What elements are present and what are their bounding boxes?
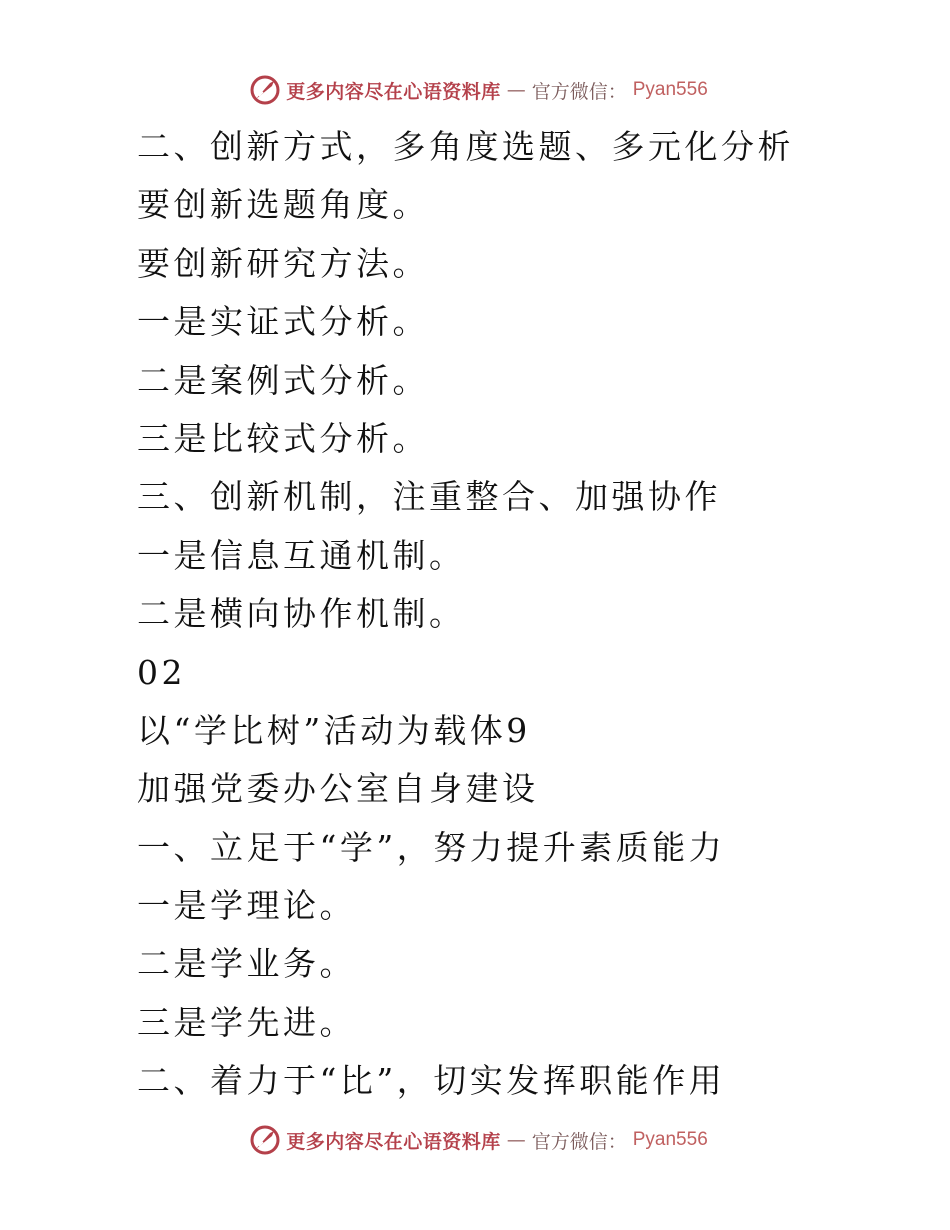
text-line: 二是学业务。 — [137, 944, 356, 984]
quill-logo-icon — [250, 1125, 280, 1155]
text-line: 三是学先进。 — [137, 1002, 356, 1042]
text-line: 二、着力于“比”，切实发挥职能作用 — [137, 1061, 726, 1101]
text-line: 加强党委办公室自身建设 — [137, 769, 539, 809]
footer-dash: — — [506, 1129, 526, 1151]
footer-promo-text: 更多内容尽在心语资料库 — [286, 1130, 501, 1153]
text-line: 二、创新方式，多角度选题、多元化分析 — [137, 127, 794, 166]
text-line: 02 — [137, 652, 186, 692]
text-line: 一是实证式分析。 — [137, 302, 429, 342]
text-line: 一是学理论。 — [137, 886, 356, 926]
text-line: 二是案例式分析。 — [137, 360, 429, 400]
text-line: 一是信息互通机制。 — [137, 535, 466, 575]
footer-watermark-banner — [0, 1120, 950, 1160]
text-line: 要创新研究方法。 — [137, 243, 429, 283]
text-line: 一、立足于“学”，努力提升素质能力 — [137, 827, 726, 867]
footer-contact-label: 官方微信： — [531, 1130, 627, 1153]
quill-logo-icon — [250, 75, 280, 105]
text-line: 三、创新机制，注重整合、加强协作 — [137, 477, 721, 517]
text-line: 要创新选题角度。 — [137, 185, 429, 225]
document-body — [137, 118, 917, 1111]
header-watermark-banner — [0, 70, 950, 110]
header-contact-label: 官方微信： — [531, 80, 627, 103]
footer-contact-id: Pyan556 — [632, 1129, 708, 1150]
header-banner-inner — [242, 75, 708, 105]
header-contact-id: Pyan556 — [632, 79, 708, 100]
text-line: 三是比较式分析。 — [137, 418, 429, 458]
text-line: 二是横向协作机制。 — [137, 594, 466, 634]
header-promo-text: 更多内容尽在心语资料库 — [286, 80, 501, 103]
footer-banner-inner — [242, 1125, 708, 1155]
header-dash: — — [506, 79, 526, 101]
text-line: 以“学比树”活动为载体9 — [137, 710, 531, 750]
